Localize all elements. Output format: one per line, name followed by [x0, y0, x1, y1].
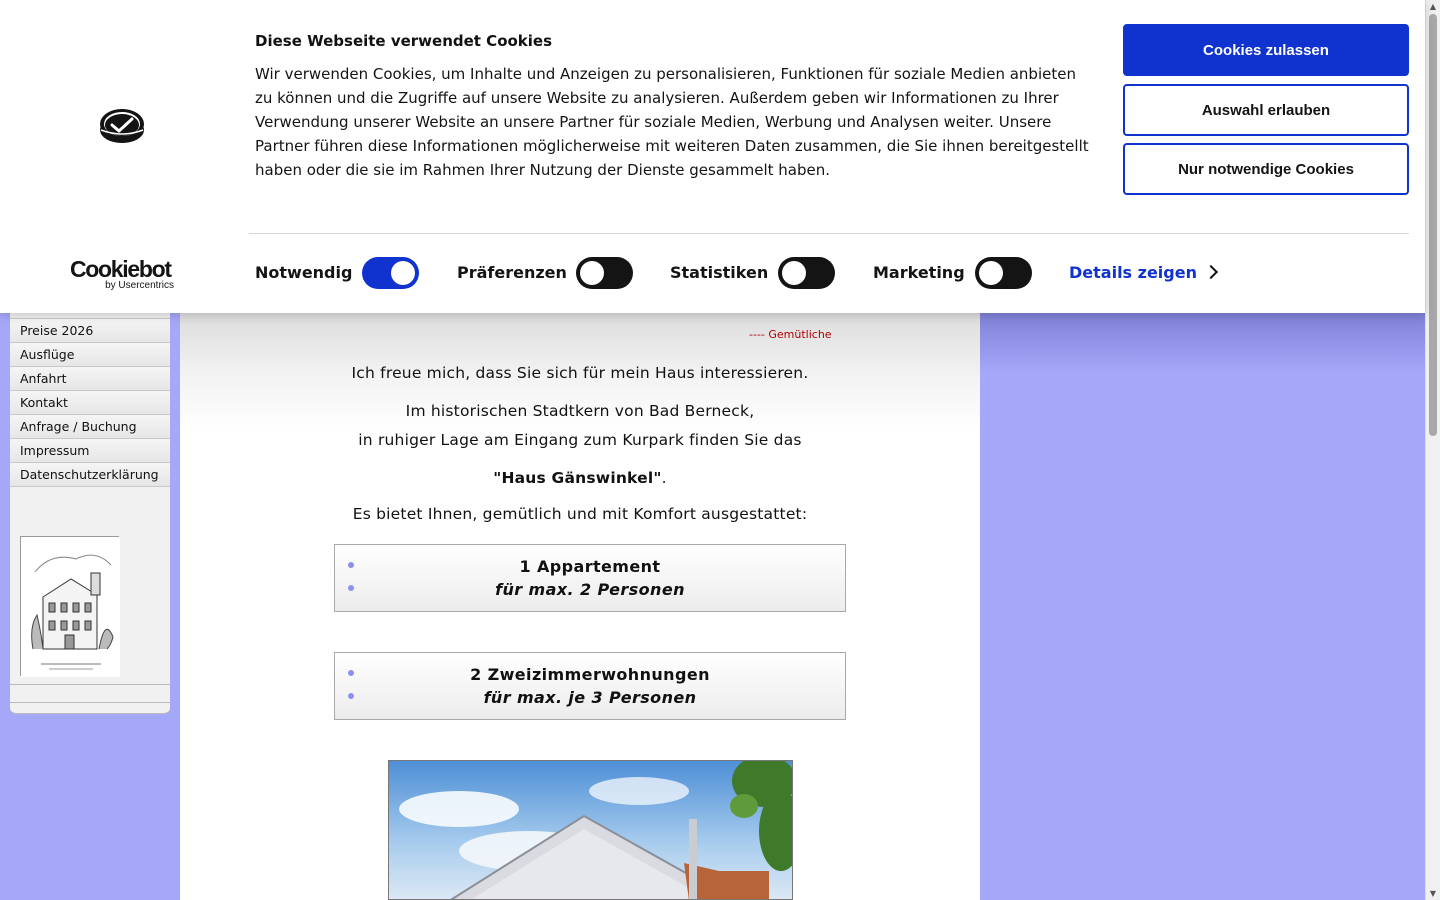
toggle-marketing[interactable]: [975, 257, 1032, 289]
location-line-1: Im historischen Stadtkern von Bad Berneck,: [405, 402, 755, 420]
feature-subtitle: für max. je 3 Personen: [483, 688, 697, 707]
offer-intro: Es bietet Ihnen, gemütlich und mit Komfort ausgestattet:: [352, 505, 808, 523]
nav-item-anfrage-buchung[interactable]: Anfrage / Buchung: [10, 415, 170, 439]
intro-text: Ich freue mich, dass Sie sich für mein Haus interessieren.: [351, 364, 809, 382]
house-sketch-thumbnail[interactable]: [20, 536, 119, 676]
house-name: "Haus Gänswinkel": [493, 469, 662, 487]
toggle-knob: [782, 261, 806, 285]
chevron-right-icon[interactable]: [1204, 265, 1218, 279]
toggle-praeferenzen[interactable]: [576, 257, 633, 289]
sidebar-divider: [10, 684, 170, 685]
toggle-knob: [391, 261, 415, 285]
right-shade: [980, 313, 1425, 373]
scrollbar-thumb[interactable]: [1429, 14, 1437, 436]
feature-title: 1 Appartement: [519, 557, 661, 576]
house-name-suffix: .: [661, 469, 667, 487]
feature-box-zweizimmerwohnungen: [334, 652, 846, 720]
scroll-up-arrow-icon[interactable]: ▲: [1429, 2, 1437, 11]
banner-divider: [249, 233, 1409, 234]
toggle-label-marketing: Marketing: [873, 263, 965, 282]
house-photo: [388, 760, 793, 900]
toggle-label-notwendig: Notwendig: [255, 263, 353, 282]
toggle-label-praeferenzen: Präferenzen: [457, 263, 567, 282]
cookie-consent-banner: [0, 0, 1425, 313]
sidebar-nav: [10, 300, 170, 714]
feature-title: 2 Zweizimmerwohnungen: [470, 665, 710, 684]
cookiebot-byline: by Usercentrics: [105, 280, 174, 291]
show-details-link[interactable]: Details zeigen: [1069, 263, 1197, 282]
necessary-cookies-only-button[interactable]: Nur notwendige Cookies: [1123, 143, 1409, 195]
feature-subtitle: für max. 2 Personen: [495, 580, 685, 599]
nav-item-kontakt[interactable]: Kontakt: [10, 391, 170, 415]
toggle-notwendig[interactable]: [362, 257, 419, 289]
cookie-banner-text: Wir verwenden Cookies, um Inhalte und Anzeigen zu personalisieren, Funktionen für soziale Medien anbieten zu können und die Zugriffe auf unsere Website zu analysieren. Außerdem geben wir Informationen zu Ihrer Verwendung unserer Website an unsere Partner für soziale Medien, Werbung und Analysen weiter. Unsere Partner führen diese Informationen möglicherweise mit weiteren Daten zusammen, die Sie ihnen bereitgestellt haben oder die sie im Rahmen Ihrer Nutzung der Dienste gesammelt haben.: [255, 65, 1089, 179]
feature-box-appartement: [334, 544, 846, 612]
nav-item-impressum[interactable]: Impressum: [10, 439, 170, 463]
scroll-down-arrow-icon[interactable]: ▼: [1429, 889, 1437, 898]
toggle-label-statistiken: Statistiken: [670, 263, 769, 282]
toggle-knob: [580, 261, 604, 285]
house-name-line: [180, 469, 980, 487]
nav-item-preise[interactable]: Preise 2026: [10, 319, 170, 343]
nav-list: [10, 318, 170, 487]
vertical-scrollbar[interactable]: [1425, 0, 1440, 900]
location-line-2: in ruhiger Lage am Eingang zum Kurpark finden Sie das: [358, 431, 802, 449]
nav-item-ausfluege[interactable]: Ausflüge: [10, 343, 170, 367]
cookie-banner-title: Diese Webseite verwendet Cookies: [255, 32, 553, 50]
allow-selection-button[interactable]: Auswahl erlauben: [1123, 84, 1409, 136]
marquee-text: ---- Gemütliche: [749, 328, 832, 341]
nav-item-datenschutz[interactable]: Datenschutzerklärung: [10, 463, 170, 487]
cookiebot-brand-logo[interactable]: [70, 257, 174, 291]
nav-item-anfahrt[interactable]: Anfahrt: [10, 367, 170, 391]
toggle-statistiken[interactable]: [778, 257, 835, 289]
toggle-knob: [979, 261, 1003, 285]
allow-all-cookies-button[interactable]: Cookies zulassen: [1123, 24, 1409, 76]
sidebar-divider: [10, 702, 170, 703]
cookiebot-logo-icon: [99, 108, 145, 144]
cookiebot-wordmark: Cookiebot: [70, 256, 171, 282]
